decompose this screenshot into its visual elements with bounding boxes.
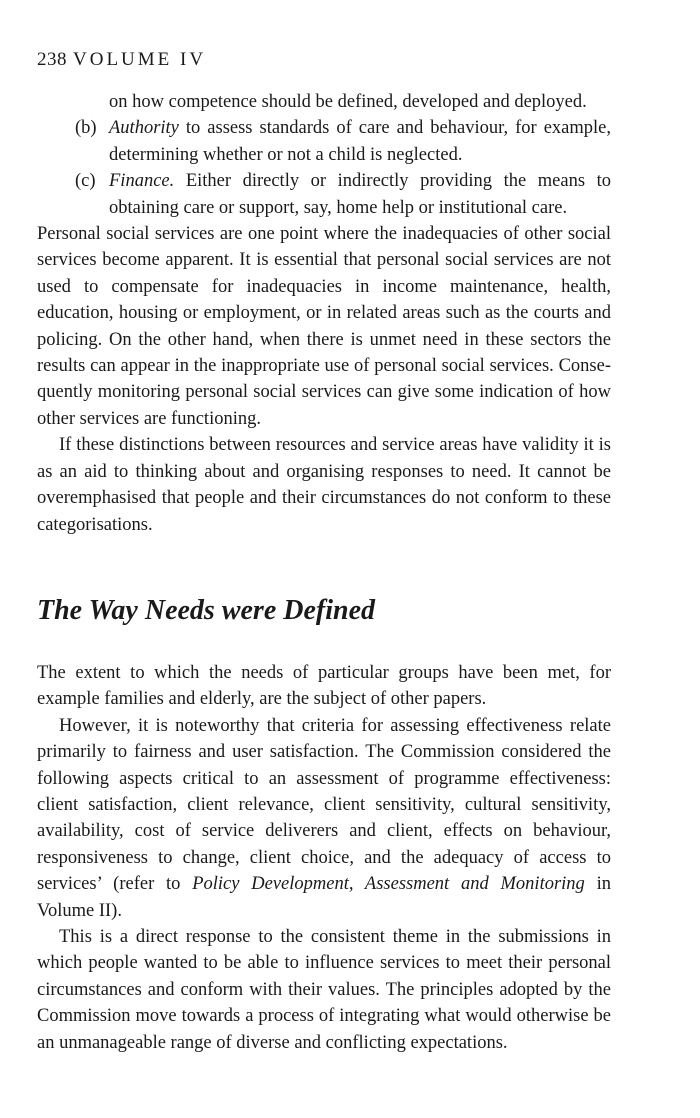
- running-head: [37, 47, 611, 73]
- paragraph-direct-response: This is a direct response to the consistent theme in the submissions in which people wanted to be able to influence services to meet their personal circumstances and conform with their values. The principles adopted by the Commission move towards a process of integrating what would otherwise be an unmanageable range of diverse and conflicting expectations.: [37, 926, 611, 1053]
- paragraph-distinctions: If these distinctions between resources and service areas have validity it is as an aid to thinking about and organising responses to need. It cannot be overemphasised that people and their circumstances do not conform to these categorisations.: [37, 435, 611, 535]
- list-term-finance: Finance.: [109, 171, 175, 192]
- criteria-reference-title: Policy Development, Assessment and Monitoring: [192, 874, 585, 895]
- page-number: 238: [37, 49, 67, 70]
- paragraph-criteria: [37, 713, 611, 924]
- criteria-text-end: in Volume II).: [37, 874, 611, 921]
- list-item-b: [37, 115, 611, 168]
- section-heading: The Way Needs were Defined: [37, 594, 375, 626]
- list-text-b: to assess standards of care and behaviour, for example, determining whether or not a child is neglected.: [109, 118, 611, 165]
- body-text: [37, 89, 611, 1056]
- paragraph-personal-social-services: Personal social services are one point where the inadequacies of other social services become apparent. It is essential that personal social services are not used to compensate for inadequacies in income maintenance, health, education, housing or employment, or in related areas such as the courts and policing. On the other hand, when there is unmet need in these sectors the results can appear in the inappropriate use of personal social services. Consequently monitoring personal social services can give some indication of how other services are functioning.: [37, 224, 611, 429]
- paragraph-extent: The extent to which the needs of particular groups have been met, for example families and elderly, are the subject of other papers.: [37, 662, 611, 710]
- list-term-authority: Authority: [109, 118, 179, 139]
- list-item-c: [37, 168, 611, 221]
- list-label-b: (b): [75, 118, 97, 139]
- criteria-text: However, it is noteworthy that criteria for assessing effectiveness relate primarily to fairness and user satisfaction. The Commission considered the following aspects critical to an assessment of programme effectiveness: client satisfaction, client relevance, client sensitivity, cultural sensitivity, availability, cost of service deliverers and client, effects on behaviour, responsiveness to change, client choice, and the adequacy of access to services’ (refer to: [37, 715, 611, 895]
- list-label-c: (c): [75, 171, 96, 192]
- book-page: [37, 47, 611, 1056]
- list-text-c: Either directly or indirectly providing the means to obtaining care or support, say, home help or institutional care.: [109, 171, 611, 218]
- list-continuation: on how competence should be defined, developed and deployed.: [109, 92, 587, 112]
- volume-label: VOLUME IV: [73, 49, 207, 70]
